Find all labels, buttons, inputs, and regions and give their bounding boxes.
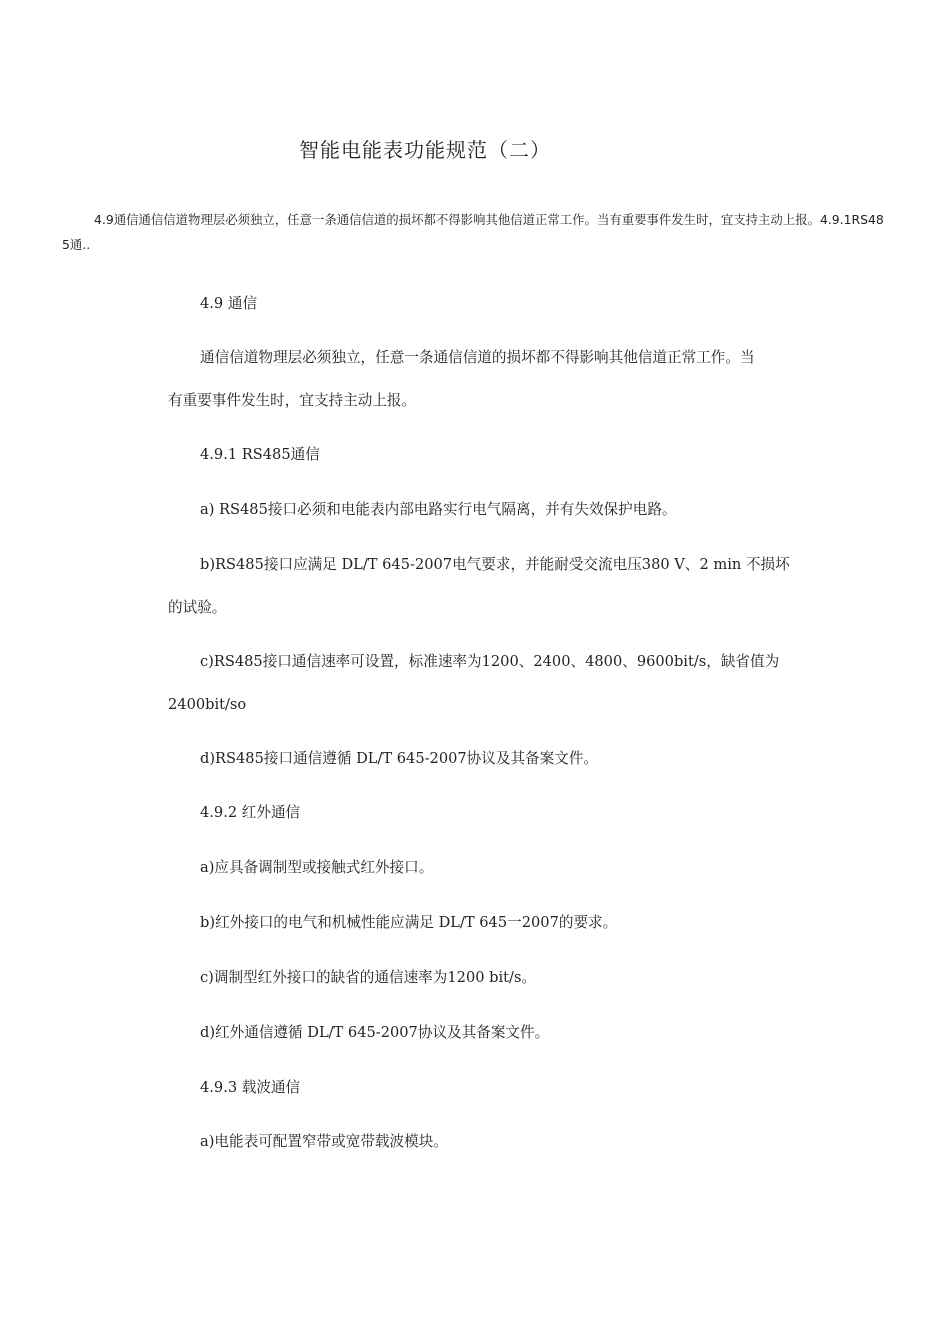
list-item: a)电能表可配置窄带或宽带载波模块。 — [200, 1133, 448, 1150]
list-item: a)应具备调制型或接触式红外接口。 — [200, 859, 434, 876]
list-item: d)RS485接口通信遵循 DL/T 645-2007协议及其备案文件。 — [200, 750, 599, 767]
section-heading-4-9-1: 4.9.1 RS485通信 — [200, 446, 320, 463]
list-item: c)RS485接口通信速率可设置，标准速率为1200、2400、4800、9600bit/s，缺省值为 — [200, 653, 780, 670]
paragraph-line: 2400bit/so — [168, 696, 247, 713]
list-item: b)RS485接口应满足 DL/T 645-2007电气要求，并能耐受交流电压380 V、2 min 不损坏 — [200, 556, 790, 573]
section-heading-4-9-3: 4.9.3 载波通信 — [200, 1079, 301, 1096]
section-heading-4-9-2: 4.9.2 红外通信 — [200, 804, 301, 821]
paragraph-line: 有重要事件发生时，宜支持主动上报。 — [168, 392, 417, 409]
section-heading-4-9: 4.9 通信 — [200, 295, 258, 312]
list-item: a) RS485接口必须和电能表内部电路实行电气隔离，并有失效保护电路。 — [200, 501, 677, 518]
document-title: 智能电能表功能规范（二） — [299, 138, 551, 162]
paragraph-line: 的试验。 — [168, 599, 227, 616]
list-item: c)调制型红外接口的缺省的通信速率为1200 bit/s。 — [200, 969, 537, 986]
list-item: b)红外接口的电气和机械性能应满足 DL/T 645一2007的要求。 — [200, 914, 618, 931]
paragraph-line: 通信信道物理层必须独立，任意一条通信信道的损坏都不得影响其他信道正常工作。当 — [200, 349, 755, 366]
summary-paragraph: 4.9通信通信信道物理层必须独立，任意一条通信信道的损坏都不得影响其他信道正常工作。当有重要事件发生时，宜支持主动上报。4.9.1RS485通.. — [62, 212, 884, 252]
list-item: d)红外通信遵循 DL/T 645-2007协议及其备案文件。 — [200, 1024, 550, 1041]
